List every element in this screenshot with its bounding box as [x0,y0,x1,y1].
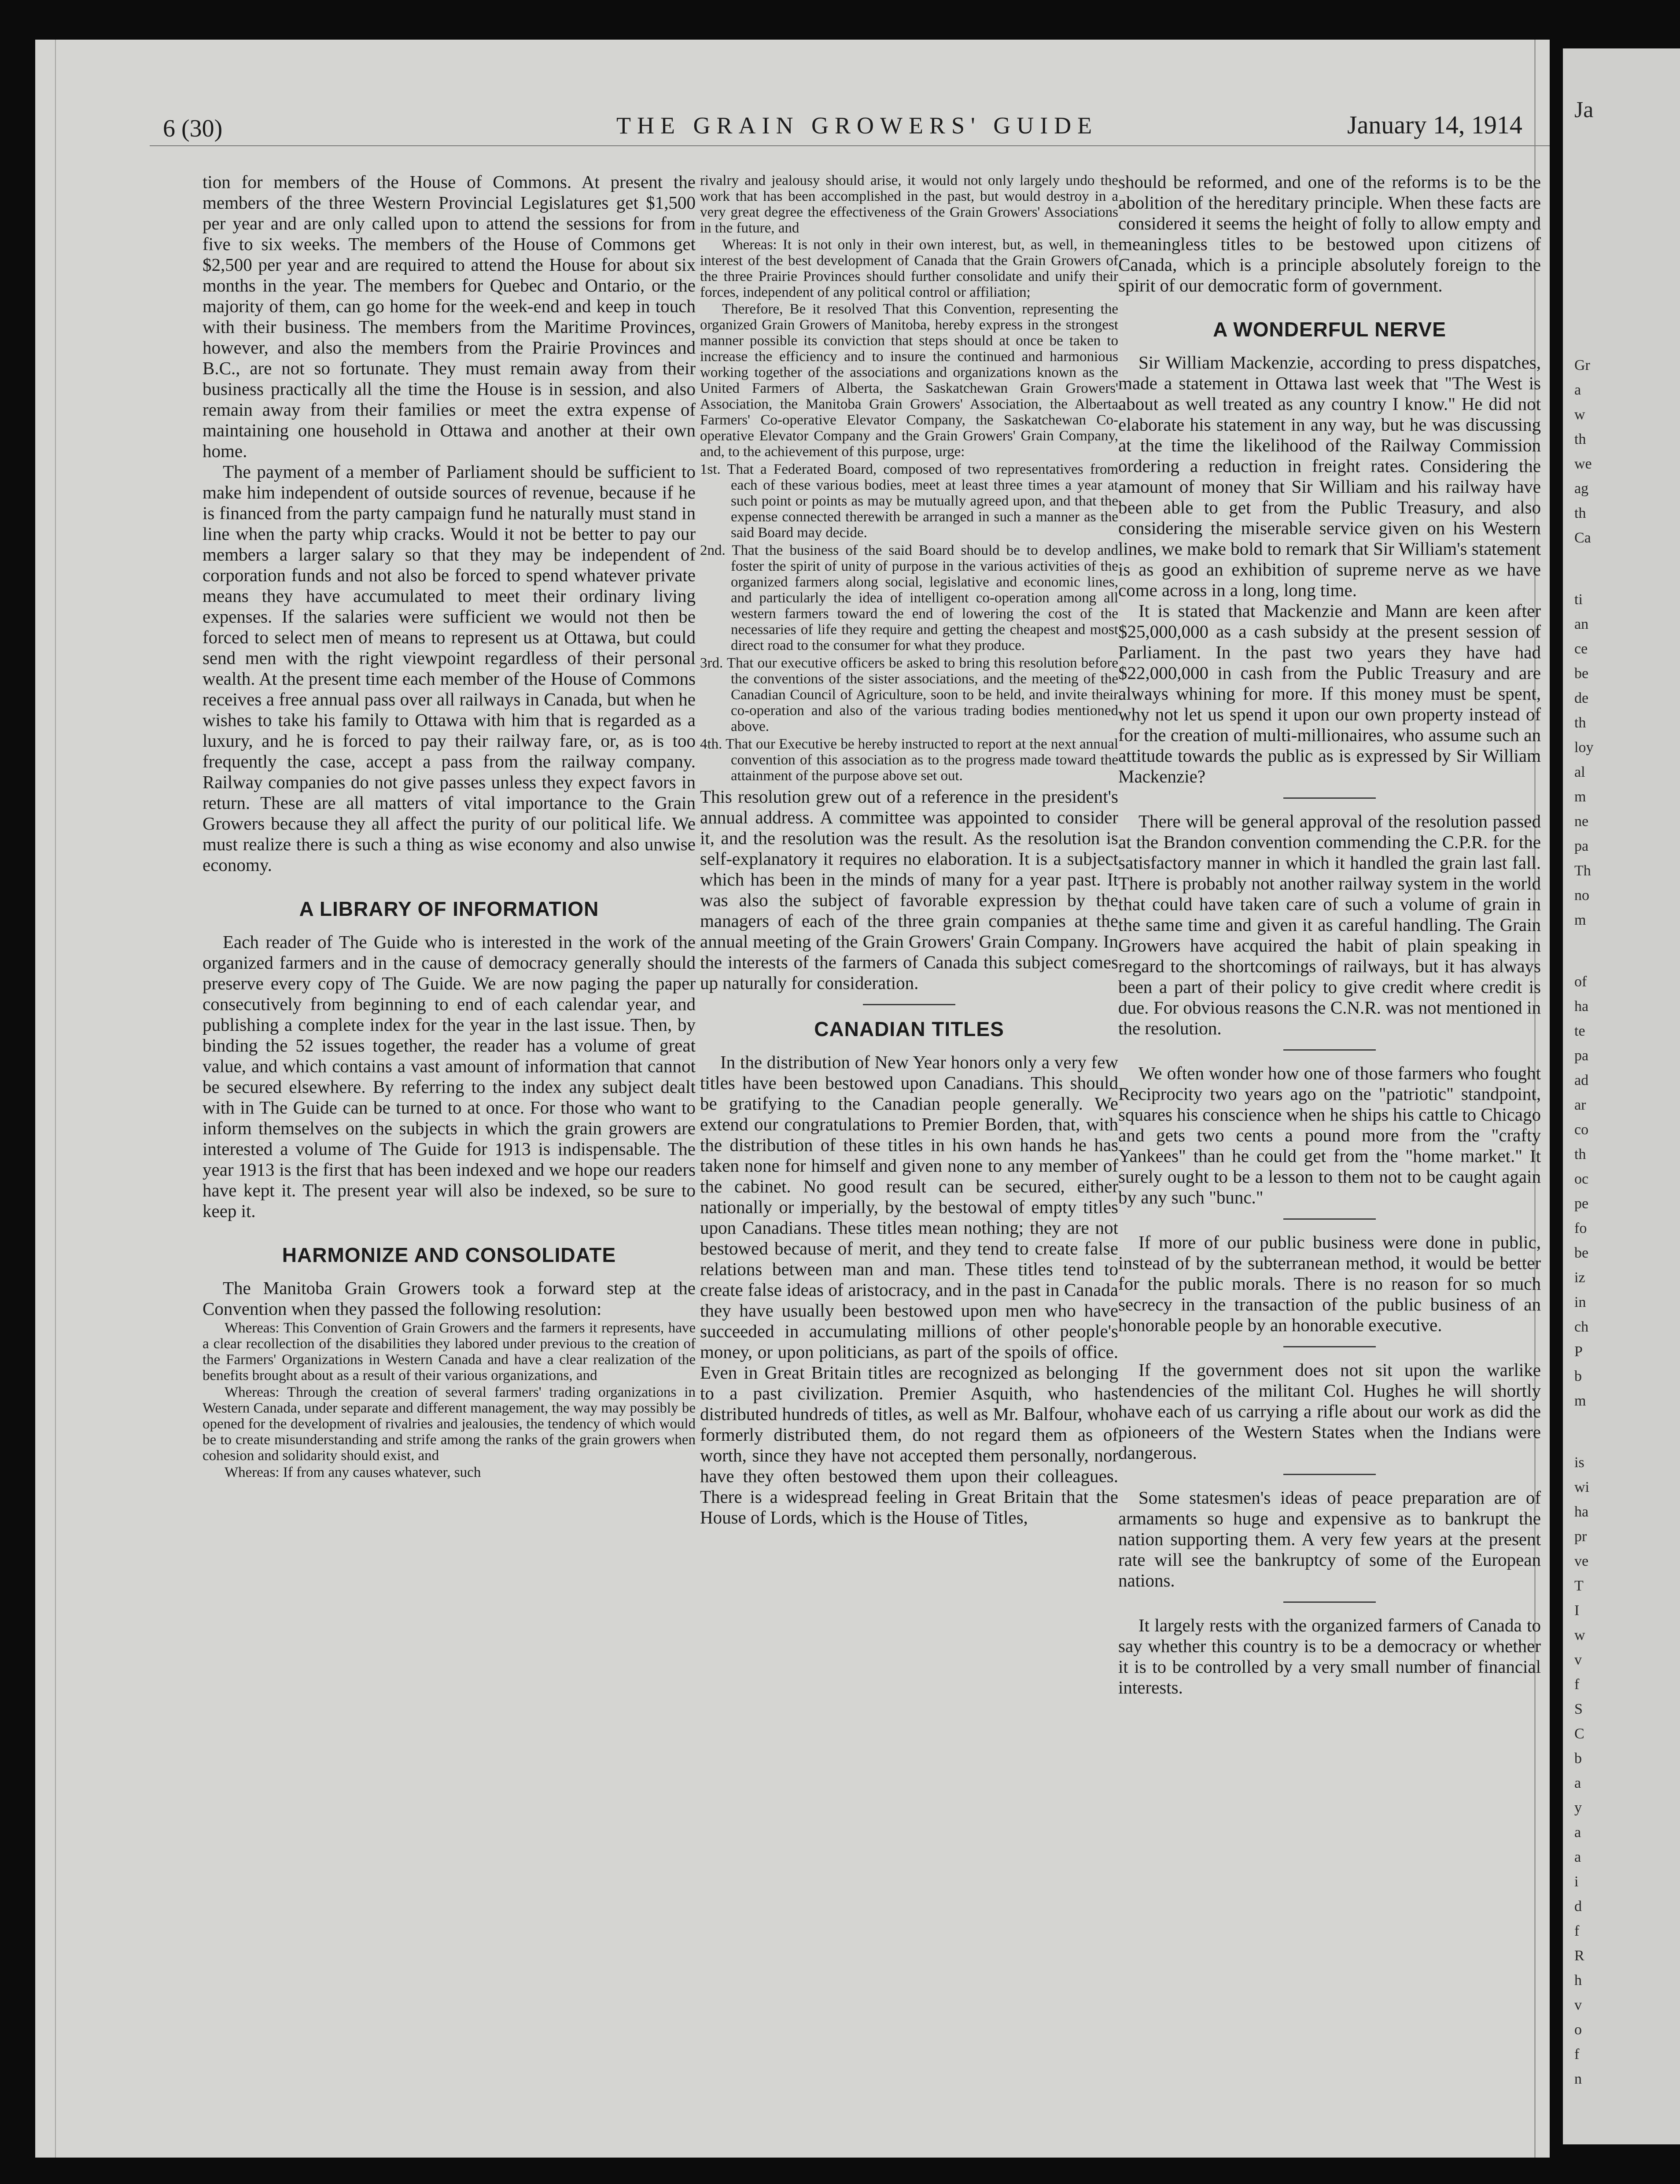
column-separator [863,1004,955,1005]
adjacent-page-fragment: f [1574,2046,1580,2062]
public-business-text: If more of our public business were done in public, instead of by the subterranean method, it would be better for the public morals. There is no reason for so much secrecy in the transaction of the public business of an honorable people by an honorable executive. [1118,1232,1541,1335]
adjacent-page-fragment: w [1574,1627,1585,1643]
nerve-text-2: It is stated that Mackenzie and Mann are keen after $25,000,000 as a cash subsidy at the present session of Parliament. In the past two years they have had $22,000,000 in cash from the Public Treasury and are always whining for more. If this money must be spent, why not let us spend it upon our own property instead of for the creation of multi-millionaires, who assume such an attitude towards the public as is expressed by Sir William Mackenzie? [1118,601,1541,786]
resolution-whereas-4: Whereas: It is not only in their own interest, but, as well, in the interest of the best development of Canada that the Grain Growers of the three Prairie Provinces should further consolidate and unify their forces, independent of any political control or affiliation; [700,237,1118,300]
adjacent-page-fragment: ne [1574,813,1589,830]
adjacent-page-fragment: loy [1574,739,1594,756]
newspaper-page [35,40,1550,2158]
column-separator [1283,1346,1376,1347]
adjacent-page-fragment: o [1574,2022,1582,2038]
column-separator [1283,1601,1376,1603]
library-text: Each reader of The Guide who is interested in the work of the organized farmers and in the cause of democracy generally should preserve every copy of The Guide. We are now paging the paper consecutively from beginning to end of each calendar year, and publishing a complete index for the year in the last issue. Then, by binding the 52 issues together, the reader has a volume of great value, and which contains a vast amount of information that cannot be secured elsewhere. By referring to the index any subject dealt with in The Guide can be turned to at once. For those who want to inform themselves on the subjects in which the grain growers are interested a volume of The Guide for 1913 is indispensable. The year 1913 is the first that has been indexed and we hope our readers have kept it. The present year will also be indexed, so be sure to keep it. [203,932,696,1221]
adjacent-page-header: Ja [1574,97,1594,122]
adjacent-page-fragment: Ca [1574,530,1591,546]
adjacent-page-fragment: iz [1574,1269,1585,1286]
hughes-text: If the government does not sit upon the warlike tendencies of the militant Col. Hughes he will shortly have each of us carrying a rifle about our work as did the pioneers of the Western States when the Indians were dangerous. [1118,1360,1541,1463]
resolution-item-1: 1st. That a Federated Board, composed of two representatives from each of these various bodies, meet at least three times a year at such point or points as may be mutually agreed upon, and that the expense connected therewith be arranged in such a manner as the said Board may decide. [700,461,1118,541]
adjacent-page-fragment: in [1574,1294,1586,1310]
adjacent-page-fragment: al [1574,764,1585,780]
adjacent-page-fragment: b [1574,1368,1582,1384]
adjacent-page-fragment: no [1574,887,1589,904]
adjacent-page-fragment: th [1574,431,1586,447]
resolution-resolved: Therefore, Be it resolved That this Convention, representing the organized Grain Growers of Manitoba, hereby express in the strongest manner possible its conviction that steps should at once be taken to increase the efficiency and to insure the continued and harmonious working together of the associations and organizations known as the United Farmers of Alberta, the Saskatchewan Grain Growers' Association, the Manitoba Grain Growers' Association, the Alberta Farmers' Co-operative Elevator Company, the Saskatchewan Co-operative Elevator Company and the Grain Growers' Grain Company, and, to the achievement of this purpose, urge: [700,301,1118,460]
members-payment-text: The payment of a member of Parliament should be sufficient to make him independent of outside sources of revenue, because if he is financed from the party campaign fund he naturally must stand in line when the party whip cracks. Would it not be better to pay our members a larger salary so that they may be independent of corporation funds and not also be forced to spend whatever private means they have accumulated to meet their ordinary living expenses. If the salaries were sufficient we would not then be forced to select men of means to represent us at Ottawa, but could send men with the right viewpoint regardless of their personal wealth. At the present time each member of the House of Commons receives a free annual pass over all railways in Canada, but when he wishes to take his family to Ottawa with him that is regarded as a luxury, and he is forced to pay their railway fare, or, as is too frequently the case, accept a pass from the railway company. Railway companies do not give passes unless they expect favors in return. These are all matters of vital importance to the Grain Growers because they all affect the purity of our political life. We must realize there is such a thing as wise economy and also unwise economy. [203,461,696,875]
adjacent-page-fragment: of [1574,974,1587,990]
resolution-whereas-1: Whereas: This Convention of Grain Growers and the farmers it represents, have a clear recollection of the disabilities they labored under previous to the creation of the Farmers' Organizations in Western Canada and have a clear realization of the benefits brought about as a result of their various organizations, and [203,1320,696,1383]
members-salary-text: tion for members of the House of Commons. At present the members of the three Western Provincial Legislatures get $1,500 per year and are only called upon to attend the sessions for from five to six weeks. The members of the House of Commons get $2,500 per year and are required to attend the House for about six months in the year. The members for Quebec and Ontario, or the majority of them, can go home for the week-end and keep in touch with their business. The members from the Maritime Provinces, however, and also the members from the Prairie Provinces and B.C., are not so fortunate. They must remain away from their business practically all the time the House is in session, and also remain away from their families or meet the extra expense of maintaining one household in Ottawa and another at their own home. [203,172,696,461]
adjacent-page-fragment: a [1574,1775,1581,1791]
adjacent-page-fragment: f [1574,1923,1580,1939]
adjacent-page-fragment: ha [1574,1504,1589,1520]
column-separator [1283,797,1376,799]
adjacent-page-fragment: we [1574,456,1592,472]
adjacent-page-fragment: v [1574,1652,1582,1668]
harmonize-intro: The Manitoba Grain Growers took a forward step at the Convention when they passed the following resolution: [203,1278,696,1319]
titles-heading: CANADIAN TITLES [814,1018,1004,1040]
adjacent-page-fragment: fo [1574,1220,1587,1236]
adjacent-page-fragment: n [1574,2071,1582,2087]
page-header [35,106,1550,159]
adjacent-page-fragment: a [1574,382,1581,398]
adjacent-page-fragment: be [1574,665,1589,682]
reciprocity-text: We often wonder how one of those farmers who fought Reciprocity two years ago on the "patriotic" standpoint, squares his conscience when he ships his cattle to Chicago and gets two cents a pound more from the "crafty Yankees" than he could get from the "home market." It surely ought to be a lesson to them not to be caught again by any such "bunc." [1118,1063,1541,1207]
adjacent-page-fragment: pe [1574,1195,1589,1212]
adjacent-page-fragment: is [1574,1454,1584,1471]
adjacent-page-fragment: be [1574,1245,1589,1261]
resolution-continued: rivalry and jealousy should arise, it would not only largely undo the work that has been accomplished in the past, but would destroy in a very great degree the effectiveness of the Grain Growers' Associations in the future, and [700,173,1118,236]
adjacent-page-fragment: a [1574,1824,1581,1841]
resolution-item-2: 2nd. That the business of the said Board should be to develop and foster the spirit of unity of purpose in the various activities of the organized farmers along social, legislative and economic lines, and particularly the idea of intelligent co-operation among all western farmers toward the end of lowering the cost of the necessaries of life they require and getting the cheapest and most direct road to the consumer for what they produce. [700,542,1118,653]
harmonize-heading: HARMONIZE AND CONSOLIDATE [282,1243,616,1266]
adjacent-page-fragment: S [1574,1701,1583,1717]
adjacent-page-fragment: Th [1574,863,1591,879]
adjacent-page-fragment: ha [1574,998,1589,1015]
adjacent-page-fragment: pa [1574,1048,1589,1064]
adjacent-page-fragment: pr [1574,1528,1587,1545]
adjacent-page-fragment: ve [1574,1553,1589,1569]
adjacent-page-fragment: y [1574,1800,1582,1816]
adjacent-page-fragment: R [1574,1948,1584,1964]
column-3 [1118,172,1541,1698]
adjacent-page-fragment: d [1574,1898,1582,1915]
adjacent-page-fragment: th [1574,505,1586,521]
resolution-item-4: 4th. That our Executive be hereby instructed to report at the next annual convention of this association as to the progress made toward the attainment of the purpose above set out. [700,736,1118,784]
page-gutter-left [55,40,56,2158]
adjacent-page-fragment: ti [1574,591,1583,608]
cpr-text: There will be general approval of the resolution passed at the Brandon convention commending the C.P.R. for the satisfactory manner in which it handled the grain last fall. There is probably not another railway system in the world that could have taken care of such a volume of grain in the same time and given it as careful handling. The Grain Growers have acquired the habit of plain speaking in regard to the shortcomings of railways, but it has always been a part of their policy to give credit where credit is due. For obvious reasons the C.N.R. was not mentioned in the resolution. [1118,811,1541,1038]
titles-text: In the distribution of New Year honors only a very few titles have been bestowed upon Canadians. This should be gratifying to the Canadian people generally. We extend our congratulations to Premier Borden, that, with the distribution of these titles in his own hands he has taken none for himself and given none to any member of the cabinet. No good result can be secured, either nationally or imperially, by the bestowal of empty titles upon Canadians. These titles mean nothing; they are not bestowed because of merit, and they tend to create false relations between man and man. These titles tend to create false ideas of aristocracy, and in the past in Canada they have usually been bestowed upon men who have succeeded in accumulating millions of other people's money, or upon politicians, as part of the spoils of office. Even in Great Britain titles are recognized as belonging to a past civilization. Premier Asquith, who has distributed hundreds of titles, as well as Mr. Balfour, who formerly distributed them, do not regard them as of worth, since they have not accepted them personally, nor have they often bestowed them upon their colleagues. There is a widespread feeling in Great Britain that the House of Lords, which is the House of Titles, [700,1052,1118,1527]
adjacent-page-fragment: ag [1574,480,1589,497]
adjacent-page-fragment: v [1574,1997,1582,2013]
issue-date: January 14, 1914 [1347,111,1522,139]
adjacent-page-fragment: m [1574,789,1586,805]
adjacent-page-fragment: h [1574,1972,1582,1988]
adjacent-page-edge [1563,48,1680,2144]
column-separator [1283,1474,1376,1475]
adjacent-page-fragment: co [1574,1122,1589,1138]
adjacent-page-fragment: wi [1574,1479,1589,1495]
adjacent-page-fragment: ad [1574,1072,1589,1088]
adjacent-page-fragment: th [1574,715,1586,731]
column-1 [203,172,696,1480]
adjacent-page-fragment: T [1574,1578,1584,1594]
resolution-whereas-3: Whereas: If from any causes whatever, such [225,1465,481,1480]
titles-continued: should be reformed, and one of the reforms is to be the abolition of the hereditary principle. When these facts are considered it seems the height of folly to allow empty and meaningless titles to be bestowed upon citizens of Canada, which is a principle absolutely foreign to the spirit of our democratic form of government. [1118,172,1541,295]
peace-text: Some statesmen's ideas of peace preparation are of armaments so huge and expensive as to bankrupt the nation supporting them. A very few years at the present rate will see the bankruptcy of some of the European nations. [1118,1487,1541,1590]
adjacent-page-fragment: oc [1574,1171,1589,1187]
adjacent-page-fragment: a [1574,1849,1581,1865]
adjacent-page-fragment: de [1574,690,1589,706]
adjacent-page-fragment: I [1574,1602,1580,1619]
adjacent-page-fragment: w [1574,406,1585,423]
adjacent-page-fragment: pa [1574,838,1589,854]
publication-title: THE GRAIN GROWERS' GUIDE [616,112,1098,139]
resolution-item-3: 3rd. That our executive officers be asked to bring this resolution before the conventions of the sister associations, and the meeting of the Canadian Council of Agriculture, soon to be held, and invite their co-operation and also of the various trading bodies mentioned above. [700,655,1118,734]
nerve-text-1: Sir William Mackenzie, according to press dispatches, made a statement in Ottawa last week that "The West is about as well treated as any country I know." He did not elaborate his statement in any way, but he was discussing at the time the likelihood of the Railway Commission ordering a reduction in freight rates. Considering the amount of money that Sir William and his railway have been able to get from the Public Treasury, and also considering the miserable service given on his Western lines, we make bold to remark that Sir William's statement is as good an exhibition of supreme nerve as we have come across in a long, long time. [1118,352,1541,600]
adjacent-page-fragment: b [1574,1750,1582,1767]
adjacent-page-fragment: m [1574,1393,1586,1409]
nerve-heading: A WONDERFUL NERVE [1213,318,1446,341]
adjacent-page-fragment: P [1574,1343,1583,1360]
adjacent-page-fragment: Gr [1574,357,1590,373]
adjacent-page-fragment: ch [1574,1319,1589,1335]
adjacent-page-fragment: m [1574,912,1586,928]
adjacent-page-fragment: th [1574,1146,1586,1162]
column-separator [1283,1049,1376,1051]
library-heading: A LIBRARY OF INFORMATION [299,897,599,920]
adjacent-page-fragment: f [1574,1676,1580,1693]
adjacent-page-fragment: te [1574,1023,1585,1039]
adjacent-page-fragment: ar [1574,1097,1586,1113]
adjacent-page-fragment: an [1574,616,1589,632]
farmers-text: It largely rests with the organized farmers of Canada to say whether this country is to be a democracy or whether it is to be controlled by a very small number of financial interests. [1118,1615,1541,1697]
adjacent-page-fragment: ce [1574,641,1588,657]
adjacent-page-fragment: C [1574,1726,1584,1742]
column-2 [700,172,1118,1528]
resolution-whereas-2: Whereas: Through the creation of several farmers' trading organizations in Western Canada, under separate and different management, the way may possibly be opened for the development of rivalries and jealousies, the tendency of which would be to create misunderstanding and strife among the ranks of the grain growers when cohesion and solidarity should exist, and [203,1384,696,1464]
header-rule [150,145,1550,146]
page-number: 6 (30) [163,115,223,142]
column-separator [1283,1218,1376,1220]
adjacent-page-fragment: i [1574,1874,1579,1890]
resolution-commentary: This resolution grew out of a reference in the president's annual address. A committee was appointed to consider it, and the resolution was the result. As the resolution is self-explanatory it requires no elaboration. It is a subject which has been in the minds of many for a year past. It was also the subject of favorable expression by the managers of each of the three grain companies at the annual meeting of the Grain Growers' Grain Company. In the interests of the farmers of Canada this subject comes up naturally for consideration. [700,786,1118,993]
